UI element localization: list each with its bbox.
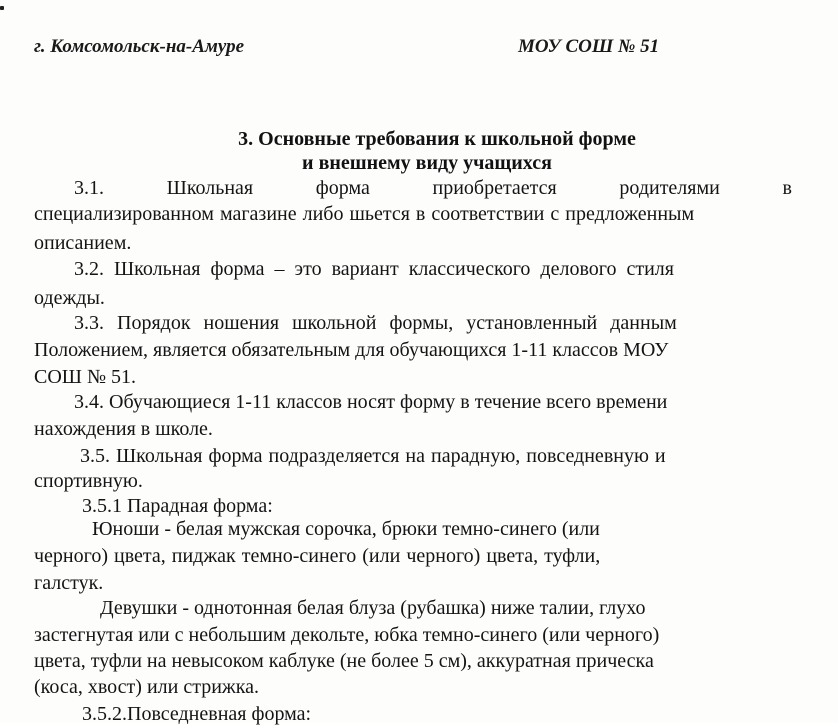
paragraph-3-3-line3: СОШ № 51. <box>34 366 137 388</box>
boys-uniform-line1: Юноши - белая мужская сорочка, брюки темно-синего (или <box>92 518 600 540</box>
header-school: МОУ СОШ № 51 <box>518 36 660 57</box>
header-city: г. Комсомольск-на-Амуре <box>34 36 245 57</box>
boys-uniform-line3: галстук. <box>34 572 104 594</box>
paragraph-3-2-line1: 3.2. Школьная форма – это вариант классического делового стиля <box>74 258 674 280</box>
paragraph-3-1-line1 <box>74 175 792 201</box>
word: приобретается <box>432 177 557 199</box>
section-title-line1: 3. Основные требования к школьной форме <box>238 128 636 150</box>
word: Школьная <box>166 177 254 199</box>
word: родителями <box>619 177 720 199</box>
paragraph-3-5-line2: спортивную. <box>34 470 143 492</box>
paragraph-3-4-line2: нахождения в школе. <box>34 418 213 440</box>
paragraph-3-5-2-heading: 3.5.2.Повседневная форма: <box>82 703 312 725</box>
girls-uniform-line4: (коса, хвост) или стрижка. <box>34 676 259 698</box>
word: в <box>782 177 792 199</box>
paragraph-3-5-1-heading: 3.5.1 Парадная форма: <box>82 495 273 517</box>
word: 3.1. <box>74 177 104 199</box>
paragraph-3-4-line1: 3.4. Обучающиеся 1-11 классов носят форму в течение всего времени <box>74 391 668 413</box>
scan-mark <box>0 6 4 10</box>
girls-uniform-line1: Девушки - однотонная белая блуза (рубашка) ниже талии, глухо <box>100 597 646 619</box>
paragraph-3-3-line2: Положением, является обязательным для обучающихся 1-11 классов МОУ <box>34 339 669 361</box>
paragraph-3-2-line2: одежды. <box>34 287 105 309</box>
girls-uniform-line3: цвета, туфли на невысоком каблуке (не более 5 см), аккуратная прическа <box>34 650 654 672</box>
boys-uniform-line2: черного) цвета, пиджак темно-синего (или черного) цвета, туфли, <box>34 545 601 567</box>
paragraph-3-1-line3: описанием. <box>34 232 132 254</box>
paragraph-3-1-line2: специализированном магазине либо шьется в соответствии с предложенным <box>34 203 695 225</box>
section-title-line2: и внешнему виду учащихся <box>302 152 552 174</box>
paragraph-3-3-line1: 3.3. Порядок ношения школьной формы, установленный данным <box>74 312 677 334</box>
girls-uniform-line2: застегнутая или с небольшим декольте, юбка темно-синего (или черного) <box>34 624 660 646</box>
word: форма <box>315 177 370 199</box>
paragraph-3-5-line1: 3.5. Школьная форма подразделяется на парадную, повседневную и <box>80 445 666 467</box>
